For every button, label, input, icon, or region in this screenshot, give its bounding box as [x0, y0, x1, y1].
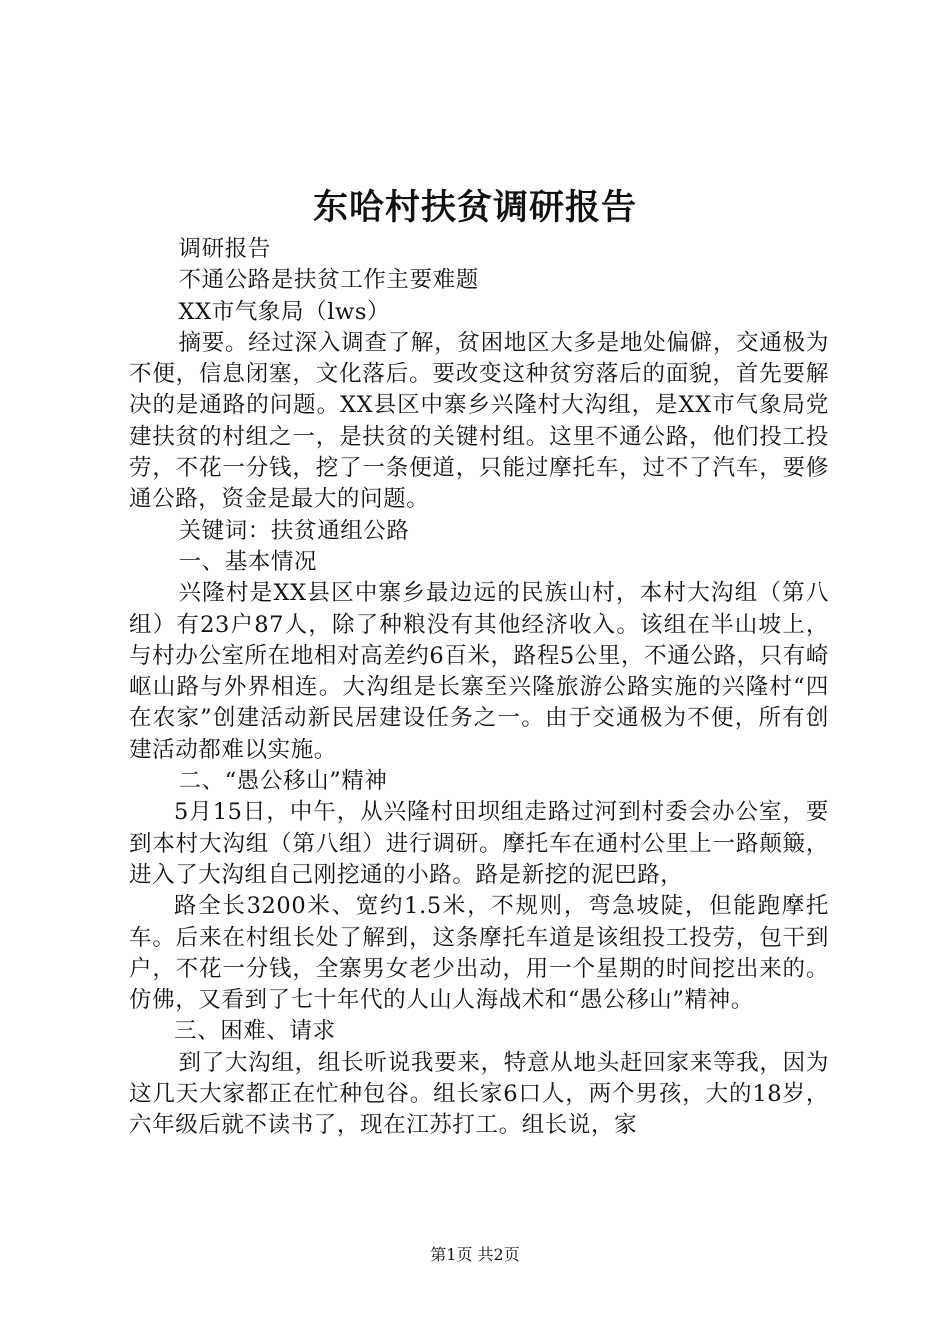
paragraph-subtitle: 不通公路是扶贫工作主要难题	[178, 267, 479, 294]
paragraph-road: 路全长3200米、宽约1.5米，不规则，弯急坡陡，但能跑摩托车。后来在村组长处了解到，这条摩托车道是该组投工投劳，包干到户，不花一分钱，全寨男女老少出动，用一个星期的时间挖出来的。仿佛，又看到了七十年代的人山人海战术和“愚公移山”精神。	[129, 893, 829, 1014]
paragraph-abstract: 摘要。经过深入调查了解，贫困地区大多是地处偏僻，交通极为不便，信息闭塞，文化落后。要改变这种贫穷落后的面貌，首先要解决的是通路的问题。XX县区中寨乡兴隆村大沟组，是XX市气象局党建扶贫的村组之一，是扶贫的关键村组。这里不通公路，他们投工投劳，不花一分钱，挖了一条便道，只能过摩托车，过不了汽车，要修通公路，资金是最大的问题。	[129, 329, 829, 513]
paragraph-difficulties: 到了大沟组，组长听说我要来，特意从地头赶回家来等我，因为这几天大家都正在忙种包谷。组长家6口人，两个男孩，大的18岁，六年级后就不读书了，现在江苏打工。组长说，家	[129, 1049, 829, 1139]
paragraph-visit: 5月15日，中午，从兴隆村田坝组走路过河到村委会办公室，要到本村大沟组（第八组）进行调研。摩托车在通村公里上一路颠簸，进入了大沟组自己刚挖通的小路。路是新挖的泥巴路，	[129, 799, 829, 888]
paragraph-author: XX市气象局（lws）	[178, 298, 391, 325]
document-title: 东哈村扶贫调研报告	[312, 187, 637, 228]
page-footer: 第1页 共2页	[430, 1245, 520, 1264]
section-heading-spirit: 二、“愚公移山”精神	[178, 768, 388, 795]
section-heading-basic: 一、基本情况	[178, 548, 318, 575]
section-heading-difficulties: 三、困难、请求	[174, 1018, 336, 1045]
paragraph-keywords: 关键词：扶贫通组公路	[178, 517, 410, 544]
paragraph-basic-situation: 兴隆村是XX县区中寨乡最边远的民族山村，本村大沟组（第八组）有23户87人，除了种粮没有其他经济收入。该组在半山坡上，与村办公室所在地相对高差约6百米，路程5公里，不通公路，只有崎岖山路与外界相连。大沟组是长寨至兴隆旅游公路实施的兴隆村“四在农家”创建活动新民居建设任务之一。由于交通极为不便，所有创建活动都难以实施。	[129, 580, 829, 763]
document-body	[129, 234, 829, 1142]
paragraph-report-label: 调研报告	[178, 236, 271, 262]
